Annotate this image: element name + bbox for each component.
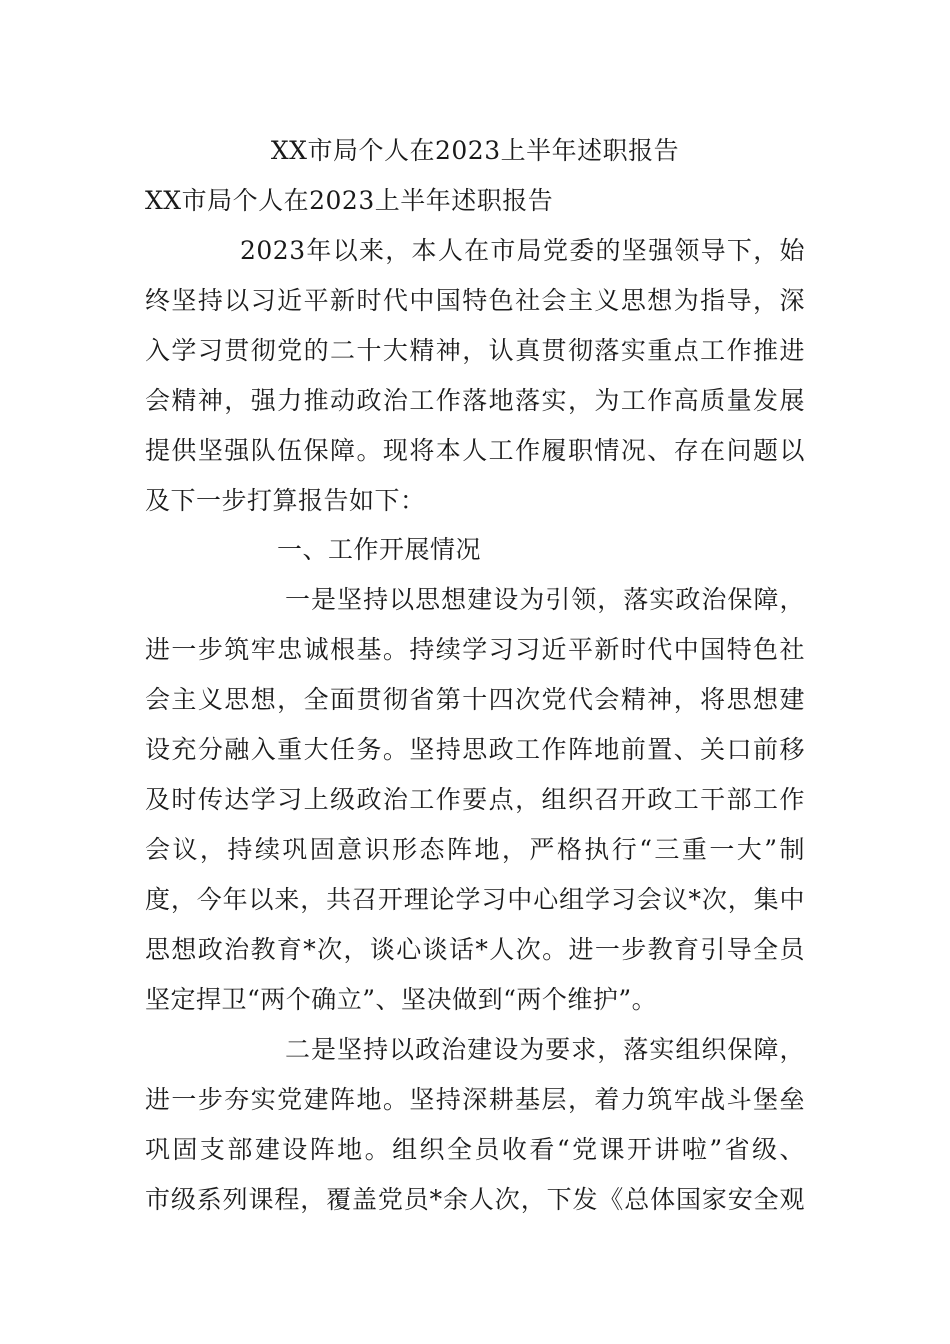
paragraph-line: 坚定捍卫“两个确立”、坚决做到“两个维护”。	[145, 985, 658, 1014]
paragraph-line: 二是坚持以政治建设为要求，落实组织保障，	[285, 1035, 805, 1064]
intro-line: 2023年以来，本人在市局党委的坚强领导下，始	[240, 236, 805, 265]
document-subtitle: XX市局个人在2023上半年述职报告	[145, 186, 554, 215]
intro-line: 提供坚强队伍保障。现将本人工作履职情况、存在问题以	[145, 436, 805, 465]
document-title: XX市局个人在2023上半年述职报告	[270, 136, 680, 165]
paragraph-line: 市级系列课程，覆盖党员*余人次，下发《总体国家安全观	[145, 1185, 805, 1214]
paragraph-line: 设充分融入重大任务。坚持思政工作阵地前置、关口前移	[145, 735, 805, 764]
paragraph-line: 进一步夯实党建阵地。坚持深耕基层，着力筑牢战斗堡垒	[145, 1085, 805, 1114]
paragraph-line: 会议，持续巩固意识形态阵地，严格执行“三重一大”制	[145, 835, 805, 864]
paragraph-line: 一是坚持以思想建设为引领，落实政治保障，	[285, 585, 805, 614]
paragraph-line: 巩固支部建设阵地。组织全员收看“党课开讲啦”省级、	[145, 1135, 805, 1164]
intro-line: 会精神，强力推动政治工作落地落实，为工作高质量发展	[145, 386, 805, 415]
intro-line: 入学习贯彻党的二十大精神，认真贯彻落实重点工作推进	[145, 336, 805, 365]
paragraph-line: 会主义思想，全面贯彻省第十四次党代会精神，将思想建	[145, 685, 805, 714]
paragraph-line: 度，今年以来，共召开理论学习中心组学习会议*次，集中	[145, 885, 805, 914]
intro-line: 及下一步打算报告如下：	[145, 486, 426, 515]
paragraph-line: 及时传达学习上级政治工作要点，组织召开政工干部工作	[145, 785, 805, 814]
paragraph-line: 思想政治教育*次，谈心谈话*人次。进一步教育引导全员	[145, 935, 805, 964]
section-heading: 一、工作开展情况	[277, 535, 482, 564]
paragraph-line: 进一步筑牢忠诚根基。持续学习习近平新时代中国特色社	[145, 635, 805, 664]
intro-line: 终坚持以习近平新时代中国特色社会主义思想为指导，深	[145, 286, 805, 315]
